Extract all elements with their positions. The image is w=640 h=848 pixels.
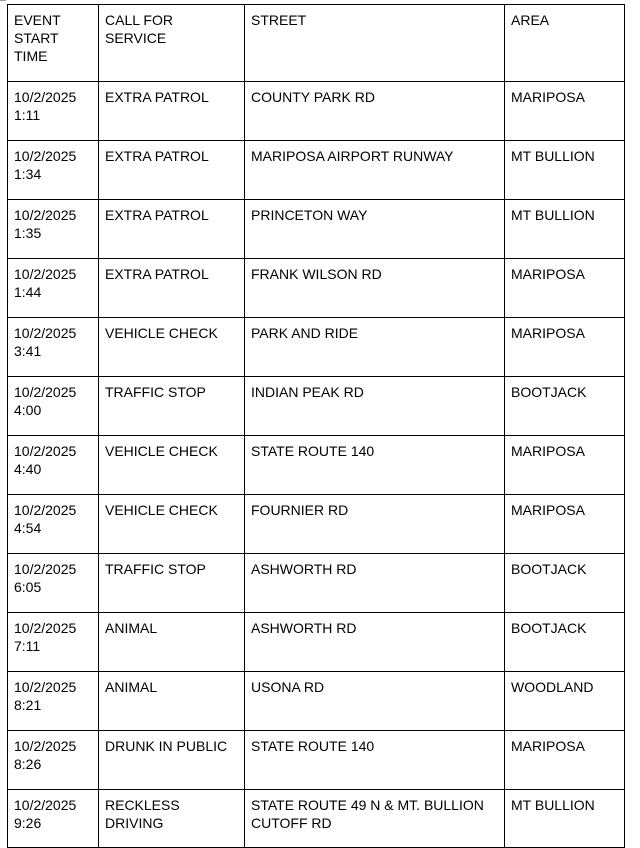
cell-time: 8:21: [14, 697, 42, 713]
cell-time: 1:44: [14, 284, 42, 300]
cell-street-line: FOURNIER RD: [251, 502, 349, 518]
cell-area-line: WOODLAND: [511, 679, 594, 695]
cell-date: 10/2/2025: [14, 443, 77, 459]
header-street: [245, 5, 505, 82]
table-row: [8, 259, 625, 318]
table-row: [8, 436, 625, 495]
cell-call-line: VEHICLE CHECK: [105, 502, 218, 518]
table-row: [8, 613, 625, 672]
header-area-line-1: AREA: [511, 12, 550, 28]
cell-area: [505, 613, 625, 672]
table-row: [8, 731, 625, 790]
cell-street: [245, 82, 505, 141]
cell-call-line: VEHICLE CHECK: [105, 325, 218, 341]
cell-street-line: MARIPOSA AIRPORT RUNWAY: [251, 148, 454, 164]
cell-call-for-service: [99, 436, 245, 495]
cell-area-line: MARIPOSA: [511, 266, 585, 282]
cell-call-line: EXTRA PATROL: [105, 148, 209, 164]
header-time-line-1: EVENT: [14, 12, 61, 28]
cell-street-line: FRANK WILSON RD: [251, 266, 382, 282]
cell-street: [245, 495, 505, 554]
cell-time: 4:54: [14, 520, 42, 536]
cell-time: 4:40: [14, 461, 42, 477]
cell-time: 7:11: [14, 638, 41, 654]
cell-call-for-service: [99, 554, 245, 613]
cell-call-line: EXTRA PATROL: [105, 266, 209, 282]
table-row: [8, 672, 625, 731]
cell-time: 4:00: [14, 402, 42, 418]
cell-area: [505, 377, 625, 436]
cell-call-for-service: [99, 495, 245, 554]
table-row: [8, 318, 625, 377]
cell-event-start-time: [8, 554, 99, 613]
cell-time: 6:05: [14, 579, 42, 595]
cell-event-start-time: [8, 377, 99, 436]
header-call-line-2: SERVICE: [105, 30, 167, 46]
cell-street: [245, 318, 505, 377]
cell-event-start-time: [8, 200, 99, 259]
cell-event-start-time: [8, 613, 99, 672]
cell-call-for-service: [99, 377, 245, 436]
header-event-start-time: [8, 5, 99, 82]
header-area: [505, 5, 625, 82]
cell-street: [245, 731, 505, 790]
cell-event-start-time: [8, 318, 99, 377]
cell-street: [245, 259, 505, 318]
cell-street-line: ASHWORTH RD: [251, 620, 357, 636]
cell-area: [505, 318, 625, 377]
cell-street-line: CUTOFF RD: [251, 815, 332, 831]
cell-call-for-service: [99, 613, 245, 672]
cell-street-line: INDIAN PEAK RD: [251, 384, 364, 400]
cell-event-start-time: [8, 672, 99, 731]
cell-street-line: USONA RD: [251, 679, 325, 695]
cell-call-for-service: [99, 200, 245, 259]
cell-call-line: RECKLESS: [105, 797, 180, 813]
cell-area-line: BOOTJACK: [511, 561, 587, 577]
cell-call-line: DRUNK IN PUBLIC: [105, 738, 228, 754]
cell-area: [505, 436, 625, 495]
cell-date: 10/2/2025: [14, 620, 77, 636]
cell-date: 10/2/2025: [14, 384, 77, 400]
cell-street: [245, 436, 505, 495]
cell-street: [245, 672, 505, 731]
cell-call-for-service: [99, 82, 245, 141]
cell-area-line: MARIPOSA: [511, 502, 585, 518]
cell-area-line: MT BULLION: [511, 207, 595, 223]
cell-time: 9:26: [14, 815, 42, 831]
cell-area-line: BOOTJACK: [511, 620, 587, 636]
cell-street: [245, 200, 505, 259]
cell-street: [245, 613, 505, 672]
cell-area: [505, 731, 625, 790]
cell-time: 1:11: [14, 107, 41, 123]
cell-date: 10/2/2025: [14, 89, 77, 105]
cell-street-line: PARK AND RIDE: [251, 325, 359, 341]
cell-call-line: DRIVING: [105, 815, 164, 831]
cell-area-line: MT BULLION: [511, 148, 595, 164]
cell-event-start-time: [8, 731, 99, 790]
header-time-line-3: TIME: [14, 48, 48, 64]
cell-call-line: TRAFFIC STOP: [105, 561, 206, 577]
header-time-line-2: START: [14, 30, 59, 46]
cell-date: 10/2/2025: [14, 502, 77, 518]
cell-area-line: MARIPOSA: [511, 325, 585, 341]
cell-street-line: COUNTY PARK RD: [251, 89, 375, 105]
table-row: [8, 82, 625, 141]
cell-date: 10/2/2025: [14, 561, 77, 577]
table-row: [8, 141, 625, 200]
cell-event-start-time: [8, 436, 99, 495]
cell-area: [505, 259, 625, 318]
cell-call-for-service: [99, 731, 245, 790]
cell-time: 1:35: [14, 225, 42, 241]
header-row: [8, 5, 625, 82]
cell-area-line: MT BULLION: [511, 797, 595, 813]
cell-street: [245, 554, 505, 613]
cell-date: 10/2/2025: [14, 148, 77, 164]
cell-call-line: EXTRA PATROL: [105, 89, 209, 105]
cell-area: [505, 200, 625, 259]
cell-area-line: BOOTJACK: [511, 384, 587, 400]
cell-time: 8:26: [14, 756, 42, 772]
cell-call-line: ANIMAL: [105, 679, 158, 695]
cell-call-for-service: [99, 141, 245, 200]
cell-time: 1:34: [14, 166, 42, 182]
header-call-line-1: CALL FOR: [105, 12, 173, 28]
cell-street-line: PRINCETON WAY: [251, 207, 368, 223]
cell-area: [505, 82, 625, 141]
cell-street-line: ASHWORTH RD: [251, 561, 357, 577]
cell-area: [505, 672, 625, 731]
cell-area: [505, 495, 625, 554]
cell-call-for-service: [99, 672, 245, 731]
header-call-for-service: [99, 5, 245, 82]
cell-street: [245, 377, 505, 436]
cell-area-line: MARIPOSA: [511, 738, 585, 754]
table-row: [8, 377, 625, 436]
cell-date: 10/2/2025: [14, 207, 77, 223]
table-row: [8, 554, 625, 613]
cell-street: [245, 790, 505, 848]
cell-area: [505, 141, 625, 200]
cell-event-start-time: [8, 495, 99, 554]
cell-area-line: MARIPOSA: [511, 89, 585, 105]
cell-date: 10/2/2025: [14, 679, 77, 695]
cell-date: 10/2/2025: [14, 738, 77, 754]
call-log-table: [7, 4, 625, 848]
cell-event-start-time: [8, 259, 99, 318]
corner-mark: [0, 0, 6, 1]
cell-call-for-service: [99, 318, 245, 377]
cell-call-line: EXTRA PATROL: [105, 207, 209, 223]
cell-call-for-service: [99, 259, 245, 318]
cell-event-start-time: [8, 790, 99, 848]
cell-area-line: MARIPOSA: [511, 443, 585, 459]
cell-area: [505, 790, 625, 848]
table-row: [8, 495, 625, 554]
cell-area: [505, 554, 625, 613]
cell-street-line: STATE ROUTE 140: [251, 738, 375, 754]
table-row: [8, 200, 625, 259]
cell-call-line: VEHICLE CHECK: [105, 443, 218, 459]
cell-street-line: STATE ROUTE 49 N & MT. BULLION: [251, 797, 484, 813]
cell-call-line: ANIMAL: [105, 620, 158, 636]
cell-event-start-time: [8, 141, 99, 200]
cell-event-start-time: [8, 82, 99, 141]
cell-date: 10/2/2025: [14, 797, 77, 813]
header-street-line-1: STREET: [251, 12, 307, 28]
cell-date: 10/2/2025: [14, 266, 77, 282]
cell-call-line: TRAFFIC STOP: [105, 384, 206, 400]
cell-call-for-service: [99, 790, 245, 848]
cell-time: 3:41: [14, 343, 42, 359]
cell-street: [245, 141, 505, 200]
cell-date: 10/2/2025: [14, 325, 77, 341]
table-row: [8, 790, 625, 848]
cell-street-line: STATE ROUTE 140: [251, 443, 375, 459]
